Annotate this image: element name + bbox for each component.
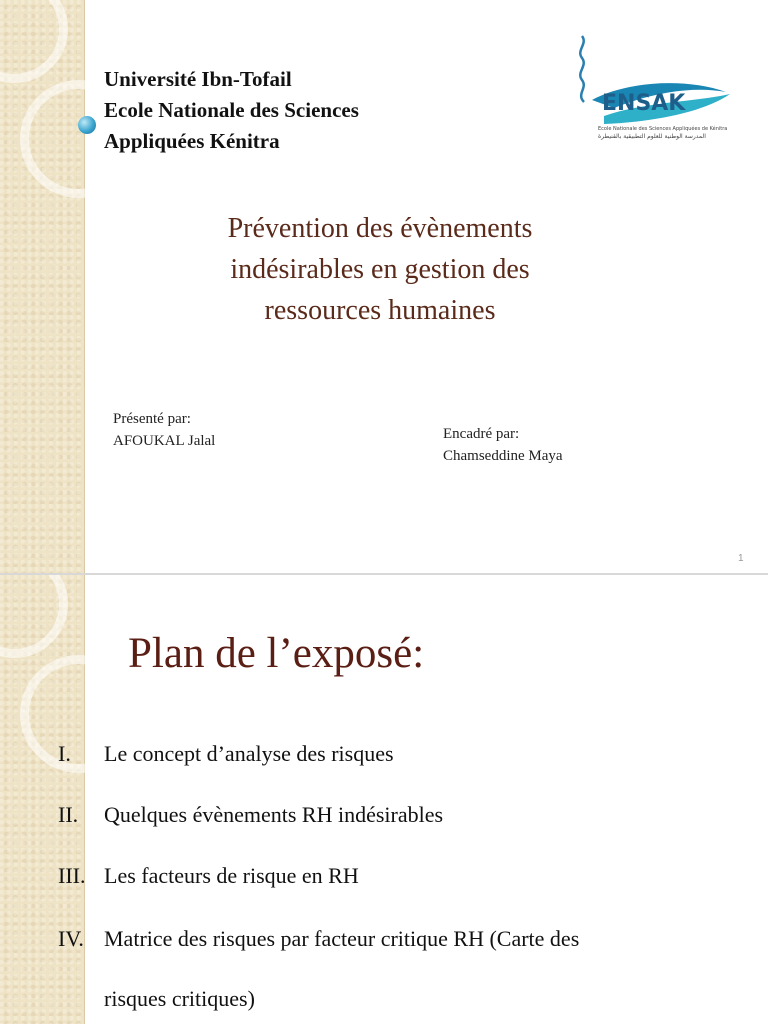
supervisor-name: Chamseddine Maya <box>443 448 563 464</box>
ring-decoration <box>0 0 68 83</box>
title-line: ressources humaines <box>264 295 496 326</box>
logo-caption-ar: المدرسة الوطنية للعلوم التطبيقية بالقنيطرة <box>598 133 706 140</box>
bead-decoration <box>78 116 96 134</box>
outline-item <box>58 986 255 1012</box>
item-number: II. <box>58 802 79 827</box>
outline-item <box>58 863 359 889</box>
decorative-sidebar <box>0 0 85 575</box>
item-text: Le concept d’analyse des risques <box>104 741 394 766</box>
outline-item <box>58 802 443 828</box>
item-text: Les facteurs de risque en RH <box>104 863 359 888</box>
supervisor-block <box>443 423 563 467</box>
item-number: I. <box>58 741 71 766</box>
ensak-logo <box>574 32 734 150</box>
outline-slide <box>0 575 768 1024</box>
presenter-block <box>113 408 215 452</box>
university-name <box>104 64 359 157</box>
svg-text:ENSAK: ENSAK <box>602 91 686 116</box>
outline-item <box>58 926 579 952</box>
outline-heading: Plan de l’exposé: <box>128 630 425 677</box>
university-line: Université Ibn-Tofail <box>104 67 292 91</box>
ring-decoration <box>0 575 68 658</box>
page-number: 1 <box>738 553 744 564</box>
university-line: Ecole Nationale des Sciences <box>104 98 359 122</box>
presentation-title <box>150 208 610 331</box>
logo-caption-fr: Ecole Nationale des Sciences Appliquées de Kénitra <box>598 126 728 132</box>
title-line: indésirables en gestion des <box>230 254 530 285</box>
decorative-sidebar <box>0 575 85 1024</box>
item-text: Matrice des risques par facteur critique RH (Carte des <box>104 926 580 951</box>
presenter-name: AFOUKAL Jalal <box>113 433 216 449</box>
supervisor-label: Encadré par: <box>443 426 520 442</box>
outline-item <box>58 741 394 767</box>
item-text: Quelques évènements RH indésirables <box>104 802 444 827</box>
presenter-label: Présenté par: <box>113 411 191 427</box>
item-number: IV. <box>58 926 84 951</box>
university-line: Appliquées Kénitra <box>104 129 280 153</box>
title-line: Prévention des évènements <box>227 213 533 244</box>
item-number: III. <box>58 863 86 888</box>
item-text: risques critiques) <box>104 986 255 1011</box>
